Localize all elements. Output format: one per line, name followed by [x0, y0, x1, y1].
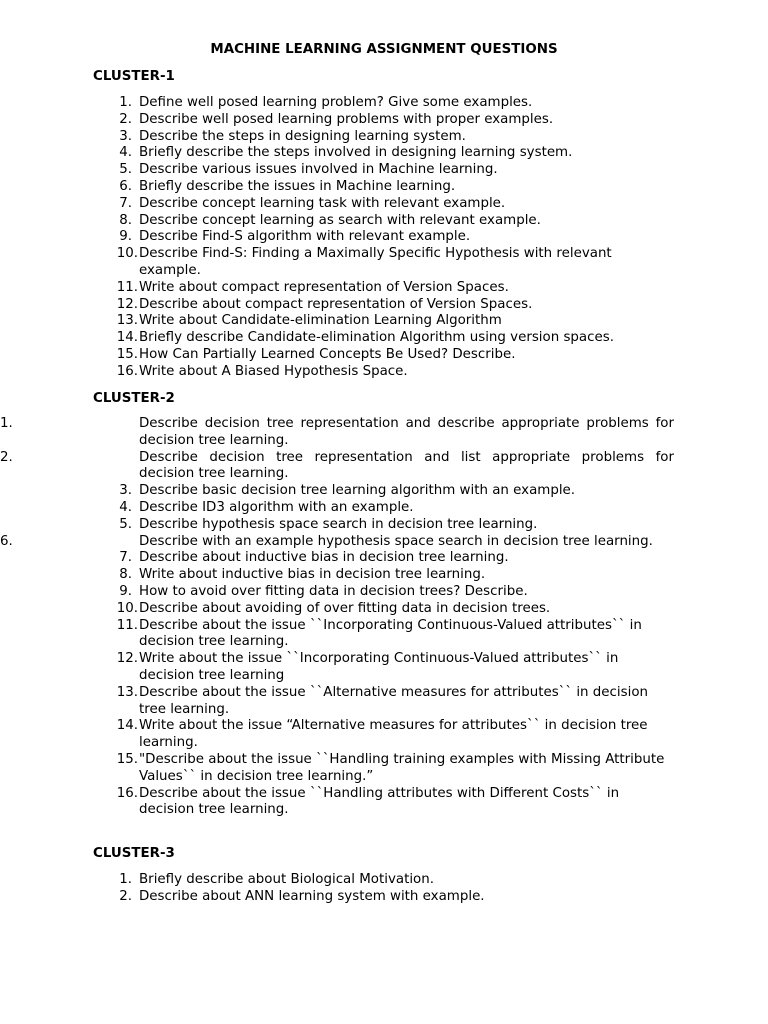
list-item: 16. Write about A Biased Hypothesis Space. — [116, 363, 408, 379]
list-item: 11. Write about compact representation of Version Spaces. — [116, 279, 509, 295]
cluster-2-question-list — [0, 416, 674, 819]
list-item: 7. Describe concept learning task with relevant example. — [119, 195, 506, 211]
list-item: 10. Describe about avoiding of over fitting data in decision trees. — [116, 600, 551, 616]
list-item: 15. How Can Partially Learned Concepts Be Used? Describe. — [116, 346, 516, 362]
list-item: 6. Describe with an example hypothesis space search in decision tree learning. — [0, 533, 653, 549]
list-item: 1. Briefly describe about Biological Motivation. — [119, 872, 434, 887]
list-item: 5. Describe hypothesis space search in decision tree learning. — [119, 516, 538, 532]
list-item: 9. Describe Find-S algorithm with relevant example. — [119, 229, 471, 245]
list-item: 8. Write about inductive bias in decision tree learning. — [119, 567, 486, 583]
list-item: 7. Describe about inductive bias in decision tree learning. — [119, 550, 509, 566]
list-item: 1. Describe decision tree representation and describe appropriate problems for decision tree learning. — [0, 416, 674, 448]
list-item: 1. Define well posed learning problem? Give some examples. — [119, 95, 533, 110]
list-item: 15. "Describe about the issue ``Handling training examples with Missing Attribute Values`` in decision tree learning.” — [116, 751, 665, 784]
list-item: 14. Write about the issue “Alternative measures for attributes`` in decision tree learning. — [116, 718, 648, 751]
list-item: 14. Briefly describe Candidate-elimination Algorithm using version spaces. — [116, 330, 614, 346]
list-item: 2. Describe well posed learning problems with proper examples. — [119, 111, 554, 127]
list-item: 5. Describe various issues involved in Machine learning. — [119, 162, 498, 178]
list-item: 13. Describe about the issue ``Alternative measures for attributes`` in decision tree learning. — [116, 684, 648, 717]
list-item: 2. Describe about ANN learning system with example. — [119, 888, 485, 904]
list-item: 9. How to avoid over fitting data in decision trees? Describe. — [119, 583, 528, 599]
list-item: 10. Describe Find-S: Finding a Maximally Specific Hypothesis with relevant example. — [116, 246, 612, 278]
list-item: 3. Describe basic decision tree learning algorithm with an example. — [119, 483, 576, 499]
list-item: 6. Briefly describe the issues in Machine learning. — [119, 178, 456, 194]
list-item: 2. Describe decision tree representation and list appropriate problems for decision tree learning. — [0, 449, 674, 482]
list-item: 12. Write about the issue ``Incorporating Continuous-Valued attributes`` in decision tree learning — [116, 651, 619, 683]
cluster-2-heading: CLUSTER-2 — [93, 391, 175, 406]
list-item: 4. Briefly describe the steps involved in designing learning system. — [119, 145, 573, 161]
list-item: 11. Describe about the issue ``Incorporating Continuous-Valued attributes`` in decision tree learning. — [116, 617, 642, 650]
document-title: MACHINE LEARNING ASSIGNMENT QUESTIONS — [210, 42, 558, 57]
list-item: 13. Write about Candidate-elimination Learning Algorithm — [116, 313, 502, 329]
list-item: 4. Describe ID3 algorithm with an example. — [119, 499, 414, 515]
list-item: 12. Describe about compact representation of Version Spaces. — [116, 296, 533, 312]
list-item: 16. Describe about the issue ``Handling attributes with Different Costs`` in decision tree learning. — [116, 785, 620, 818]
list-item: 3. Describe the steps in designing learning system. — [119, 128, 466, 144]
cluster-3-question-list — [0, 872, 674, 906]
list-item: 8. Describe concept learning as search with relevant example. — [119, 212, 541, 228]
cluster-3-heading: CLUSTER-3 — [93, 846, 175, 861]
cluster-1-heading: CLUSTER-1 — [93, 69, 175, 84]
cluster-1-question-list — [0, 95, 674, 381]
